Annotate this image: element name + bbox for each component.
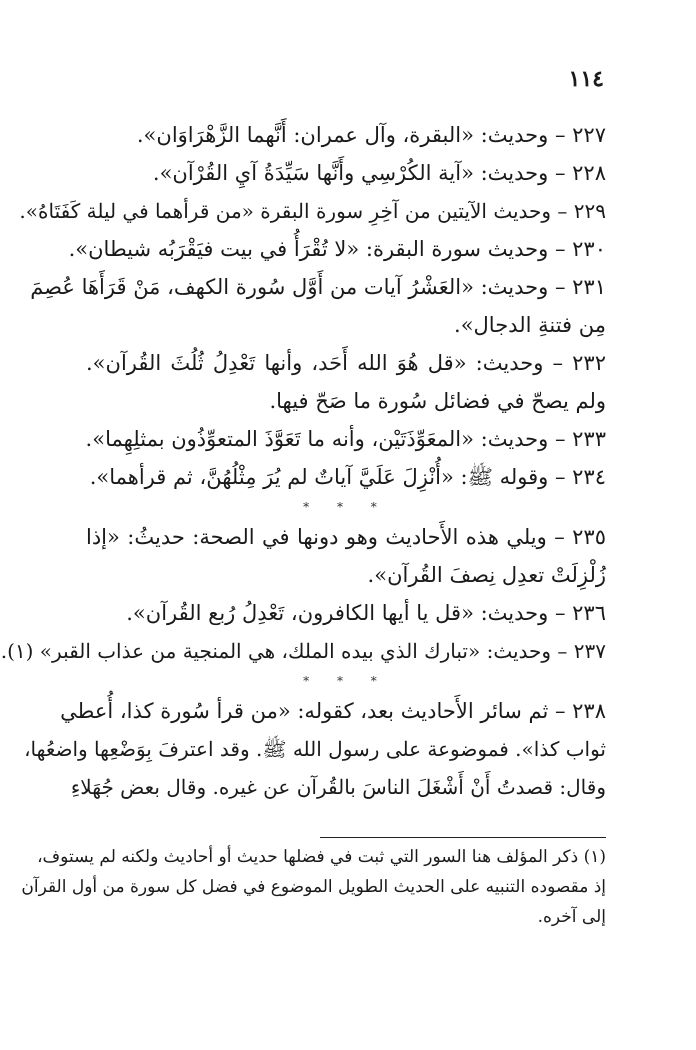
text-line: ٢٣٢ – وحديث: «قل هُوَ الله أَحَد، وأنها تَعْدِلُ ثُلُثَ القُرآن». xyxy=(86,351,606,375)
text-line: ٢٣٨ – ثم سائر الأَحاديث بعد، كقوله: «من قرأ سُورة كذا، أُعطي xyxy=(60,699,606,723)
section-separator: * * * xyxy=(303,674,389,688)
footnote-rule xyxy=(320,837,606,838)
footnote-line: إذ مقصوده التنبيه على الحديث الطويل الموضوع في فضل كل سورة من أول القرآن xyxy=(21,877,606,897)
text-line: زُلْزِلَتْ تعدِل نِصفَ القُرآن». xyxy=(367,563,606,587)
text-line: ٢٣٥ – ويلي هذه الأَحاديث وهو دونها في الصحة: حديثُ: «إذا xyxy=(86,525,606,549)
text-line: ٢٢٨ – وحديث: «آية الكُرْسِي وأَنَّها سَيِّدَةُ آيِ القُرْآن». xyxy=(152,161,606,185)
page-number: ١١٤ xyxy=(568,66,604,92)
footnote-line: إلى آخره. xyxy=(537,907,606,927)
text-line: مِن فتنةِ الدجال». xyxy=(454,313,606,337)
text-line: وقال: قصدتُ أَنْ أَشْغَلَ الناسَ بالقُرآن عن غيره. وقال بعض جُهَلاءِ xyxy=(70,775,606,799)
section-separator: * * * xyxy=(303,500,389,514)
text-line: ٢٣١ – وحديث: «العَشْرُ آيات من أَوَّل سُورة الكهف، مَنْ قَرَأَهَا عُصِمَ xyxy=(30,275,606,299)
text-line: ٢٢٩ – وحديث الآيتين من آخِرِ سورة البقرة «من قرأهما في ليلة كَفَتَاهُ». xyxy=(19,199,606,223)
text-line: ثواب كذا». فموضوعة على رسول الله ﷺ. وقد اعترفَ بِوَضْعِها واضعُها، xyxy=(24,737,606,761)
text-line: ٢٣٧ – وحديث: «تبارك الذي بيده الملك، هي المنجية من عذاب القبر» (١). xyxy=(0,639,606,663)
text-line: ٢٣٦ – وحديث: «قل يا أيها الكافرون، تَعْدِلُ رُبع القُرآن». xyxy=(126,601,606,625)
text-line: ولم يصحّ في فضائل سُورة ما صَحّ فيها. xyxy=(269,389,606,413)
main-text xyxy=(0,116,606,806)
footnote-line: (١) ذكر المؤلف هنا السور التي ثبت في فضلها حديث أو أحاديث ولكنه لم يستوف، xyxy=(37,847,606,867)
text-line: ٢٣٤ – وقوله ﷺ: «أُنْزِلَ عَلَيَّ آياتٌ لم يُرَ مِثْلُهُنَّ، ثم قرأهما». xyxy=(89,465,606,489)
text-line: ٢٢٧ – وحديث: «البقرة، وآل عمران: أَنَّهما الزَّهْرَاوَان». xyxy=(136,123,606,147)
footnotes xyxy=(21,842,606,932)
text-line: ٢٣٠ – وحديث سورة البقرة: «لا تُقْرَأُ في بيت فيَقْرَبُه شيطان». xyxy=(68,237,606,261)
text-line: ٢٣٣ – وحديث: «المعَوِّذَتَيْن، وأنه ما تَعَوَّذَ المتعوِّذُون بمثلِهِما». xyxy=(85,427,606,451)
